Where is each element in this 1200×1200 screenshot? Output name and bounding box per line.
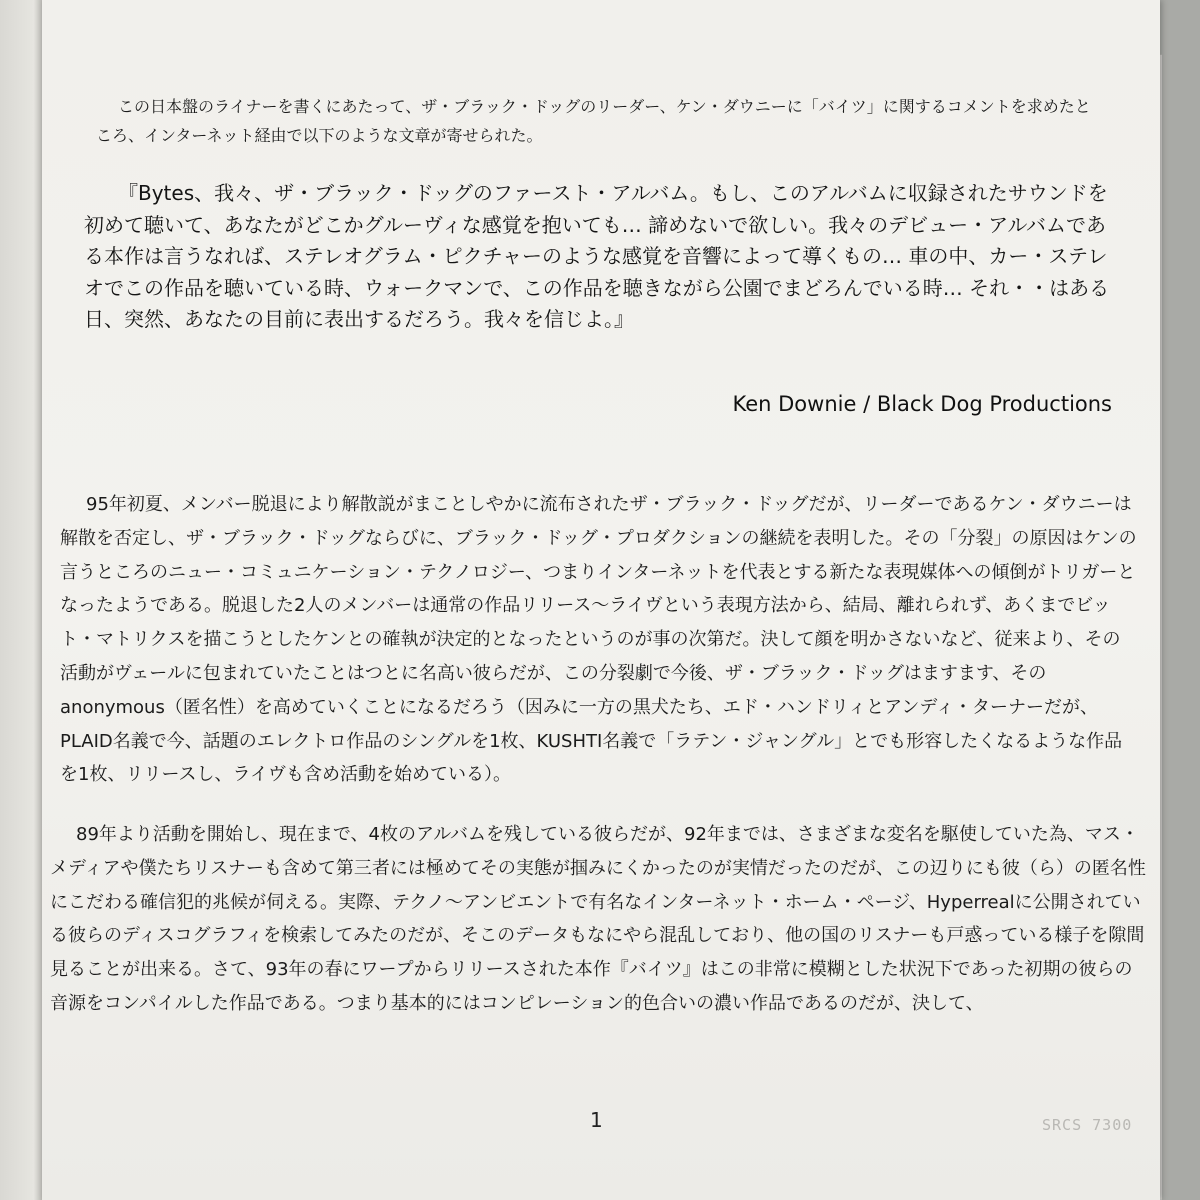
intro-paragraph: この日本盤のライナーを書くにあたって、ザ・ブラック・ドッグのリーダー、ケン・ダウニーに「バイツ」に関するコメントを求めたところ、インターネット経由で以下のような文章が寄せられた。 <box>96 97 1091 145</box>
catalog-number: SRCS 7300 <box>1042 1116 1133 1134</box>
body-paragraph-1: 95年初夏、メンバー脱退により解散説がまことしやかに流布されたザ・ブラック・ドッグだが、リーダーであるケン・ダウニーは解散を否定し、ザ・ブラック・ドッグならびに、ブラック・ドッグ・プロダクションの継続を表明した。その「分裂」の原因はケンの言うところのニュー・コミュニケーション・テクノロジー、つまりインターネットを代表とする新たな表現媒体への傾倒がトリガーとなったようである。脱退した2人のメンバーは通常の作品リリース〜ライヴという表現方法から、結局、離れられず、あくまでビット・マトリクスを描こうとしたケンとの確執が決定的となったというのが事の次第だ。決して顔を明かさないなど、従来より、その活動がヴェールに包まれていたことはつとに名高い彼らだが、この分裂劇で今後、ザ・ブラック・ドッグはますます、そのanonymous（匿名性）を高めていくことになるだろう（因みに一方の黒犬たち、エド・ハンドリィとアンディ・ターナーだが、PLAID名義で今、話題のエレクトロ作品のシングルを1枚、KUSHTI名義で「ラテン・ジャングル」とでも形容したくなるような作品を1枚、リリースし、ライヴも含め活動を始めている）。 <box>60 494 1137 786</box>
page-number: 1 <box>590 1108 603 1132</box>
left-page-edge <box>0 0 42 1200</box>
body-paragraph-2: 89年より活動を開始し、現在まで、4枚のアルバムを残している彼らだが、92年までは、さまざまな変名を駆使していた為、マス・メディアや僕たちリスナーも含めて第三者には極めてその実態が掴みにくかったのが実情だったのだが、この辺りにも彼（ら）の匿名性にこだわる確信犯的兆候が伺える。実際、テクノ〜アンビエントで有名なインターネット・ホーム・ページ、Hyperrealに公開されている彼らのディスコグラフィを検索してみたのだが、そこのデータもなにやら混乱しており、他の国のリスナーも戸惑っている様子を隙間見ることが出来る。さて、93年の春にワープからリリースされた本作『バイツ』はこの非常に模糊とした状況下であった初期の彼らの音源をコンパイルした作品である。つまり基本的にはコンピレーション的色合いの濃い作品であるのだが、決して、 <box>50 824 1146 1014</box>
quote-paragraph: 『Bytes、我々、ザ・ブラック・ドッグのファースト・アルバム。もし、このアルバムに収録されたサウンドを初めて聴いて、あなたがどこかグルーヴィな感覚を抱いても… 諦めないで欲しい。我々のデビュー・アルバムである本作は言うなれば、ステレオグラム・ピクチャーのような感覚を音響によって導くもの… 車の中、カー・ステレオでこの作品を聴いている時、ウォークマンで、この作品を聴きながら公園でまどろんでいる時… それ・・はある日、突然、あなたの目前に表出するだろう。我々を信じよ。』 <box>84 181 1110 331</box>
quote-signature: Ken Downie / Black Dog Productions <box>732 392 1112 416</box>
